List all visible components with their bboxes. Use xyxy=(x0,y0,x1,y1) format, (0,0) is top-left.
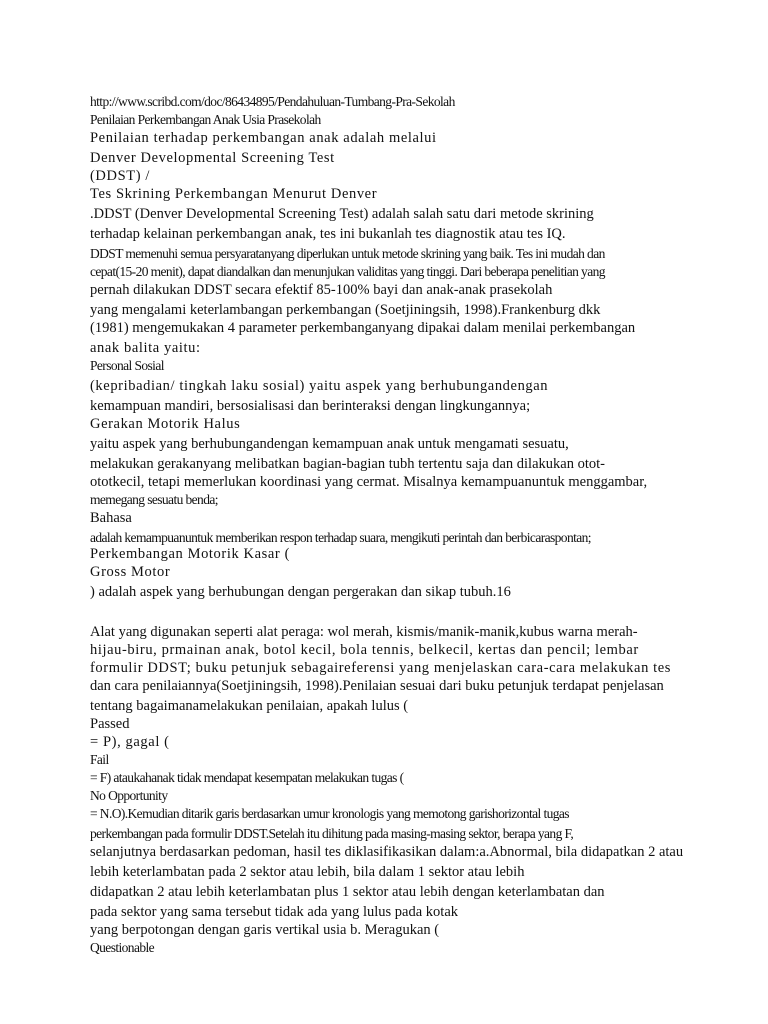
text-line: melakukan gerakanyang melibatkan bagian-bagian tubh tertentu saja dan dilakukan otot- xyxy=(90,456,605,472)
text-line: Perkembangan Motorik Kasar ( xyxy=(90,546,291,562)
text-line: ototkecil, tetapi memerlukan koordinasi yang cermat. Misalnya kemampuanuntuk menggambar, xyxy=(90,474,648,490)
text-line: http://www.scribd.com/doc/86434895/Pendahuluan-Tumbang-Pra-Sekolah xyxy=(90,94,455,109)
text-line: (kepribadian/ tingkah laku sosial) yaitu aspek yang berhubungandengan xyxy=(90,378,549,394)
text-line: (1981) mengemukakan 4 parameter perkembanganyang dipakai dalam menilai perkembangan xyxy=(90,320,636,336)
text-line: yang berpotongan dengan garis vertikal usia b. Meragukan ( xyxy=(90,922,440,938)
text-line: Gerakan Motorik Halus xyxy=(90,416,241,432)
text-line: lebih keterlambatan pada 2 sektor atau lebih, bila dalam 1 sektor atau lebih xyxy=(90,864,525,880)
text-line: Penilaian Perkembangan Anak Usia Prasekolah xyxy=(90,112,321,127)
text-line: = P), gagal ( xyxy=(90,734,170,750)
text-line: Personal Sosial xyxy=(90,358,164,373)
text-line: pada sektor yang sama tersebut tidak ada yang lulus pada kotak xyxy=(90,904,459,920)
text-line: (DDST) / xyxy=(90,168,150,184)
text-line: Bahasa xyxy=(90,510,132,526)
text-line: = F) ataukahanak tidak mendapat kesempatan melakukan tugas ( xyxy=(90,770,404,785)
text-line: Penilaian terhadap perkembangan anak adalah melalui xyxy=(90,130,437,146)
text-line: tentang bagaimanamelakukan penilaian, apakah lulus ( xyxy=(90,698,409,714)
text-line: formulir DDST; buku petunjuk sebagaireferensi yang menjelaskan cara-cara melakukan tes xyxy=(90,660,672,676)
text-line: Questionable xyxy=(90,940,155,955)
text-line: pernah dilakukan DDST secara efektif 85-100% bayi dan anak-anak prasekolah xyxy=(90,282,553,298)
text-line: cepat(15-20 menit), dapat diandalkan dan menunjukan validitas yang tinggi. Dari beberapa penelitian yang xyxy=(90,264,605,279)
text-line: hijau-biru, prmainan anak, botol kecil, bola tennis, belkecil, kertas dan pencil; lembar xyxy=(90,642,639,658)
text-line: adalah kemampuanuntuk memberikan respon terhadap suara, mengikuti perintah dan berbicaraspontan; xyxy=(90,530,591,545)
text-line: Denver Developmental Screening Test xyxy=(90,150,335,166)
text-line: Passed xyxy=(90,716,130,732)
text-line: Gross Motor xyxy=(90,564,171,580)
text-line: terhadap kelainan perkembangan anak, tes ini bukanlah tes diagnostik atau tes IQ. xyxy=(90,226,566,242)
text-line: Tes Skrining Perkembangan Menurut Denver xyxy=(90,186,378,202)
text-line: DDST memenuhi semua persyaratanyang diperlukan untuk metode skrining yang baik. Tes ini mudah dan xyxy=(90,246,605,261)
text-line: ) adalah aspek yang berhubungan dengan pergerakan dan sikap tubuh.16 xyxy=(90,584,511,600)
text-line: perkembangan pada formulir DDST.Setelah itu dihitung pada masing-masing sektor, berapa yang F, xyxy=(90,826,574,841)
text-line: No Opportunity xyxy=(90,788,168,803)
text-line: didapatkan 2 atau lebih keterlambatan plus 1 sektor atau lebih dengan keterlambatan dan xyxy=(90,884,605,900)
text-line: selanjutnya berdasarkan pedoman, hasil tes diklasifikasikan dalam:a.Abnormal, bila didapatkan 2 atau xyxy=(90,844,684,860)
text-line: .DDST (Denver Developmental Screening Test) adalah salah satu dari metode skrining xyxy=(90,206,594,222)
text-line: dan cara penilaiannya(Soetjiningsih, 1998).Penilaian sesuai dari buku petunjuk terdapat penjelasan xyxy=(90,678,664,694)
text-line: yaitu aspek yang berhubungandengan kemampuan anak untuk mengamati sesuatu, xyxy=(90,436,569,452)
text-line: memegang sesuatu benda; xyxy=(90,492,218,507)
text-line: = N.O).Kemudian ditarik garis berdasarkan umur kronologis yang memotong garishorizontal tugas xyxy=(90,806,569,821)
text-line: anak balita yaitu: xyxy=(90,340,201,356)
text-line: kemampuan mandiri, bersosialisasi dan berinteraksi dengan lingkungannya; xyxy=(90,398,531,414)
text-line: yang mengalami keterlambangan perkembangan (Soetjiningsih, 1998).Frankenburg dkk xyxy=(90,302,601,318)
text-line: Alat yang digunakan seperti alat peraga: wol merah, kismis/manik-manik,kubus warna merah- xyxy=(90,624,638,640)
text-line: Fail xyxy=(90,752,109,767)
